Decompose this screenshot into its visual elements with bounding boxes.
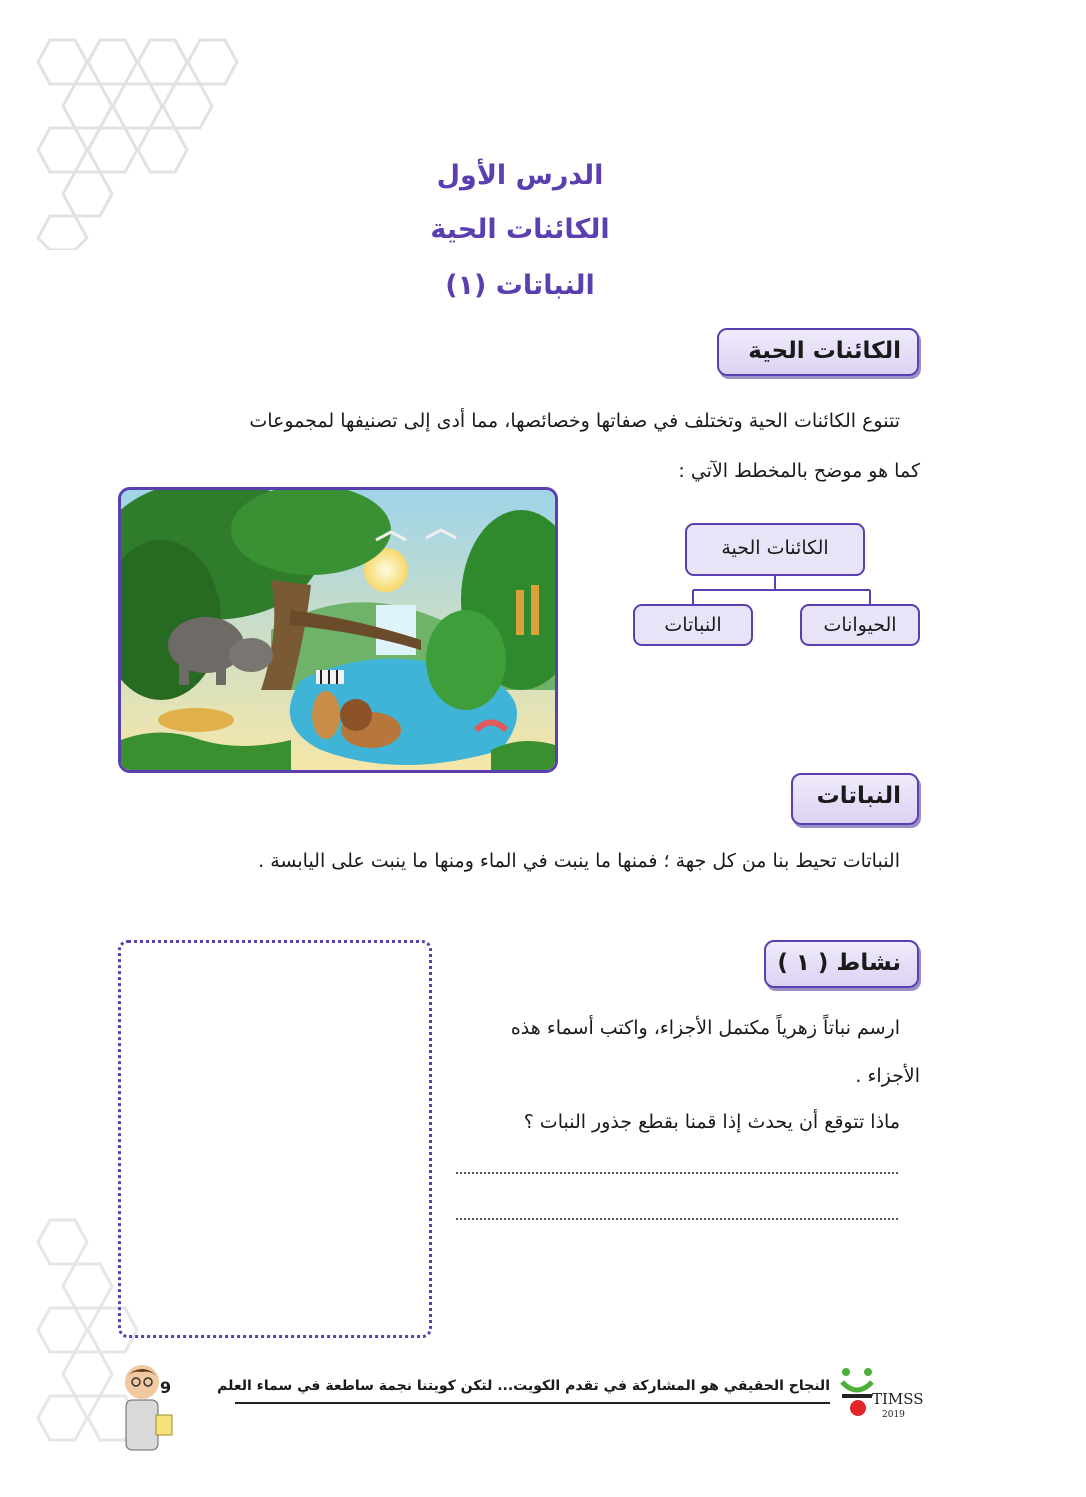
footer-slogan: النجاح الحقيقي هو المشاركة في تقدم الكويت... لتكن كويتنا نجمة ساطعة في سماء العلم [217,1378,830,1394]
footer-underline [235,1402,830,1404]
drawing-area-box[interactable] [118,940,432,1338]
diagram-root-living-things: الكائنات الحية [685,523,865,576]
activity-heading: نشاط ( ١ ) [764,940,919,988]
jungle-scene-drawing [121,490,555,770]
activity-instruction-line2: الأجزاء . [855,1065,920,1087]
section-heading-living-things: الكائنات الحية [717,328,919,376]
jungle-scene-illustration [118,487,558,773]
activity-question: ماذا تتوقع أن يحدث إذا قمنا بقطع جذور النبات ؟ [523,1111,900,1133]
plants-paragraph: النباتات تحيط بنا من كل جهة ؛ فمنها ما ينبت في الماء ومنها ما ينبت على اليابسة . [258,850,900,872]
hexagon-pattern-decoration [30,30,260,250]
page-number: 9 [160,1378,172,1397]
lesson-title: الكائنات الحية [430,214,610,245]
timss-logo-year: 2019 [882,1410,905,1420]
student-mascot-icon [112,1360,182,1460]
lesson-number: الدرس الأول [436,160,604,191]
intro-paragraph-line2: كما هو موضح بالمخطط الآتي : [678,460,920,482]
activity-instruction-line1: ارسم نباتاً زهرياً مكتمل الأجزاء، واكتب أسماء هذه [510,1017,900,1039]
intro-paragraph-line1: تتنوع الكائنات الحية وتختلف في صفاتها وخصائصها، مما أدى إلى تصنيفها لمجموعات [249,410,900,432]
answer-line-2[interactable] [456,1218,898,1220]
answer-line-1[interactable] [456,1172,898,1174]
lesson-subtitle: النباتات (١) [445,270,595,301]
diagram-node-animals: الحيوانات [800,604,920,646]
section-heading-plants: النباتات [791,773,919,825]
timss-logo-text: TIMSS [872,1390,924,1408]
diagram-node-plants: النباتات [633,604,753,646]
